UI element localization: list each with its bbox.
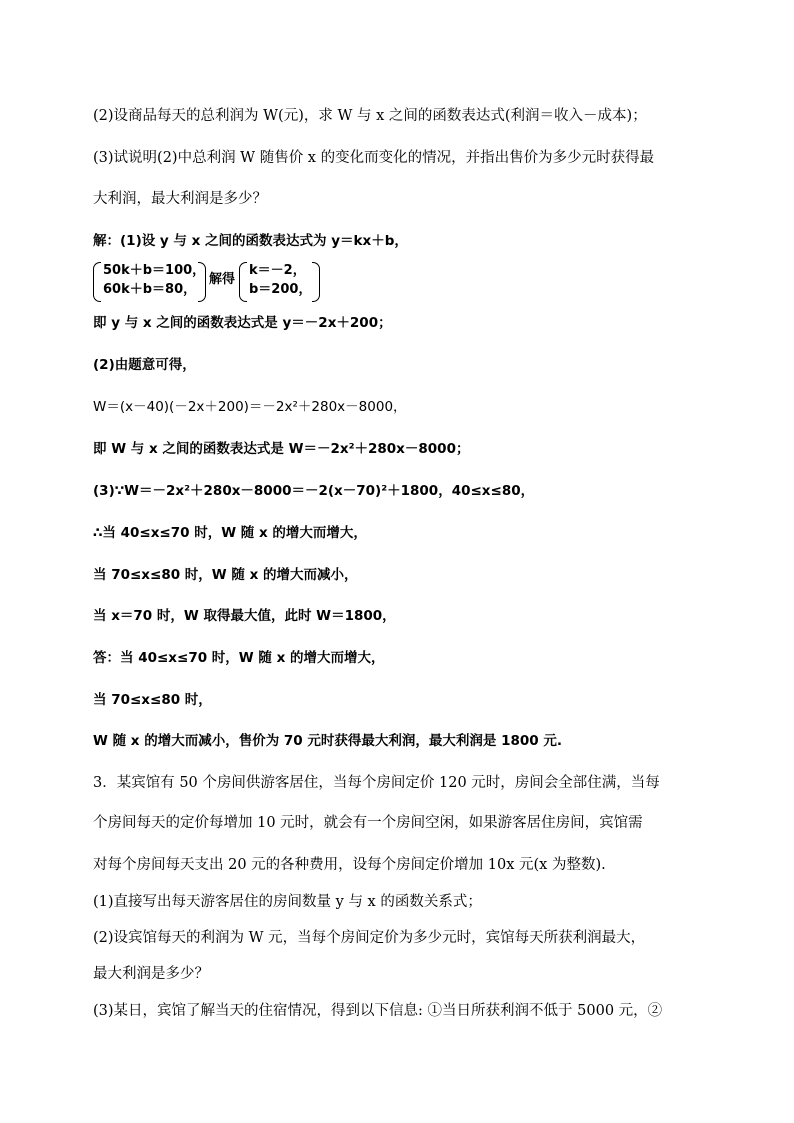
right-system-close [312,262,320,302]
question-2-part-3-line-1: (3)试说明(2)中总利润 W 随售价 x 的变化而变化的情况，并指出售价为多少元时获得最 [93,150,655,166]
solution-line-12: 当 70≤x≤80 时， [93,692,212,708]
question-2-part-3-line-2: 大利润，最大利润是多少？ [93,191,267,207]
solution-line-8: ∴当 40≤x≤70 时，W 随 x 的增大而增大， [93,525,367,541]
solution-line-6: 即 W 与 x 之间的函数表达式是 W＝－2x²＋280x－8000； [93,441,470,457]
question-2-part-2: (2)设商品每天的总利润为 W(元)，求 W 与 x 之间的函数表达式(利润＝收入－成本)； [93,108,647,124]
question-3-part-1: (1)直接写出每天游客居住的房间数量 y 与 x 的函数关系式； [93,894,482,910]
right-brace [239,262,247,302]
question-3-part-3: (3)某日，宾馆了解当天的住宿情况，得到以下信息: ①当日所获利润不低于 5000 元，② [93,1003,663,1019]
question-3-part-2-line-1: (2)设宾馆每天的利润为 W 元，当每个房间定价为多少元时，宾馆每天所获利润最大， [93,930,646,946]
solution-k: k＝－2， [249,263,306,278]
question-3-line-1: 3．某宾馆有 50 个房间供游客居住，当每个房间定价 120 元时，房间会全部住满，当每 [93,775,660,791]
solution-line-1: 解：(1)设 y 与 x 之间的函数表达式为 y＝kx＋b， [93,233,408,249]
solution-b: b＝200， [249,282,312,297]
solution-line-10: 当 x＝70 时，W 取得最大值，此时 W＝1800， [93,608,396,624]
solve-word: 解得 [209,272,236,287]
left-brace [93,262,101,302]
question-3-line-2: 个房间每天的定价每增加 10 元时，就会有一个房间空闲，如果游客居住房间，宾馆需 [93,815,643,831]
equation-system [93,260,333,304]
solution-line-9: 当 70≤x≤80 时，W 随 x 的增大而减小， [93,567,358,583]
left-system-close [198,262,206,302]
solution-line-7: (3)∵W＝－2x²＋280x－8000＝－2(x－70)²＋1800，40≤x≤80， [93,483,535,499]
solution-line-11: 答：当 40≤x≤70 时，W 随 x 的增大而增大， [93,650,385,666]
solution-line-3: 即 y 与 x 之间的函数表达式是 y＝－2x＋200； [93,315,392,331]
solution-line-5: W＝(x－40)(－2x＋200)＝－2x²＋280x－8000， [93,399,407,415]
solution-line-13: W 随 x 的增大而减小，售价为 70 元时获得最大利润，最大利润是 1800 元. [93,733,562,749]
question-3-part-2-line-2: 最大利润是多少？ [93,966,209,982]
solution-line-4: (2)由题意可得， [93,357,196,373]
system-equation-1: 50k＋b＝100， [103,263,206,278]
system-equation-2: 60k＋b＝80， [103,282,197,297]
question-3-line-3: 对每个房间每天支出 20 元的各种费用，设每个房间定价增加 10x 元(x 为整数). [93,857,606,873]
